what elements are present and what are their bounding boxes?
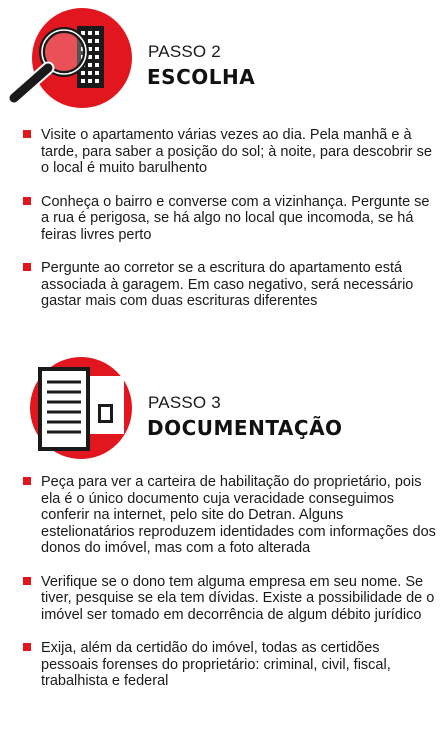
- list-item: [0, 260, 448, 310]
- list-item-text: Peça para ver a carteira de habilitação do proprietário, pois ela é o único documento cuja veracidade conseguimos conferir na internet, pelo site do Detran. Alguns estelionatários reproduzem identidades com informações dos donos do imóvel, mas com a foto alterada: [41, 474, 436, 556]
- list-item-text: Exija, além da certidão do imóvel, todas as certidões pessoais forenses do proprietário: criminal, civil, fiscal, trabalhista e federal: [41, 640, 391, 689]
- step-label: PASSO 2: [148, 42, 221, 61]
- list-item: [0, 127, 448, 177]
- list-item: [0, 474, 448, 557]
- list-item-text: Pergunte ao corretor se a escritura do apartamento está associada à garagem. Em caso negativo, será necessário gastar mais com duas escrituras diferentes: [41, 260, 414, 309]
- step-title: ESCOLHA: [147, 65, 256, 89]
- bullet-square-icon: [23, 263, 31, 271]
- step-3-list: [0, 474, 448, 690]
- list-item-text: Visite o apartamento várias vezes ao dia. Pela manhã e à tarde, para saber a posição do sol; à noite, para descobrir se o local é muito barulhento: [41, 127, 432, 176]
- step-label: PASSO 3: [148, 393, 221, 412]
- step-2-list: [0, 127, 448, 310]
- bullet-square-icon: [23, 643, 31, 651]
- documents-icon: [22, 352, 134, 464]
- list-item-text: Conheça o bairro e converse com a vizinhança. Pergunte se a rua é perigosa, se há algo no local que incomoda, se há feiras livres perto: [41, 193, 430, 243]
- bullet-square-icon: [23, 197, 31, 205]
- list-item: [0, 194, 448, 244]
- step-title: DOCUMENTAÇÃO: [147, 416, 343, 440]
- list-item: [0, 574, 448, 624]
- bullet-square-icon: [23, 577, 31, 585]
- bullet-square-icon: [23, 477, 31, 485]
- bullet-square-icon: [23, 130, 31, 138]
- list-item: [0, 640, 448, 690]
- list-item-text: Verifique se o dono tem alguma empresa em seu nome. Se tiver, pesquise se ela tem dívidas. Existe a possibilidade de o imóvel ser tomado em decorrência de algum débito jurídico: [41, 573, 435, 623]
- magnifier-building-icon: [0, 2, 132, 114]
